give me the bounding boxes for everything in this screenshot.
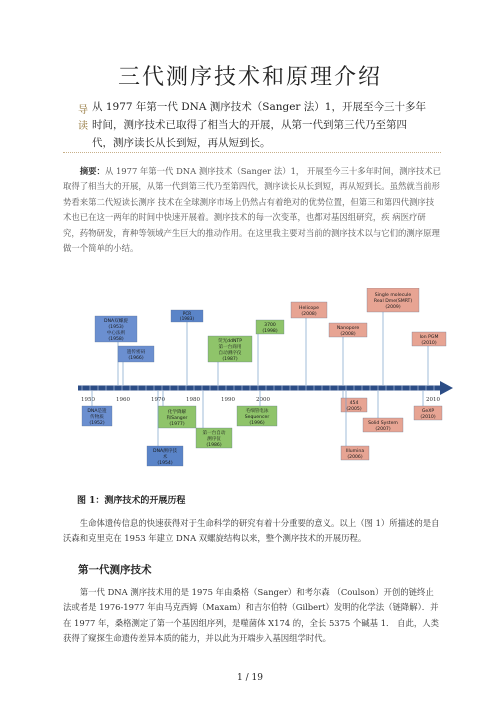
timeline-event-box [414,391,442,420]
timeline-event-text: 遗传密码 [126,349,146,355]
timeline-event-text: 3700 [264,322,276,328]
timeline-event-text: (1954) [157,460,173,466]
timeline-event-box [171,310,203,385]
timeline-event-text: (1986) [206,442,222,448]
timeline-event-box [341,391,367,412]
paragraph-intro: 生命体遗传信息的快速获得对于生命科学的研究有着十分重要的意义。以上（图 1）所描述的是自沃森和克里克在 1953 年建立 DNA 双螺旋结构以来，整个测序技术的开展历程。 [63,518,440,544]
timeline-event-text: DNA双螺旋 [104,318,128,324]
page-number: 1 / 19 [237,673,263,683]
timeline-event-text: (1996) [249,420,265,426]
abstract [63,164,441,256]
timeline-event-text: 术 [162,454,168,460]
axis-year-label: 2000 [256,397,270,403]
timeline-event-text: (2007) [375,426,391,432]
axis-year-label: 1950 [81,397,95,403]
axis-year-label: 1980 [186,397,200,403]
timeline-event-text: (1977) [169,421,185,427]
document-title: 三代测序技术和原理介绍 [117,65,382,90]
timeline-event-text: (1958) [108,336,124,342]
abstract-text: 从 1977 年第一代 DNA 测序技术（Sanger 法）1， 开展至今三十多年时间，测序技术已取得了相当大的开展，从第一代到第三代乃至第四代，测序读长从长到短，再从短到长。虽然就当前形势看来第二代短读长测序 技术在全球测序市场上仍然占有着绝对的优势位置，但第三和第四代测序技术也已在这一两年的时间中快速开展着。测序技术的每一次变革，也都对基因组研究，疾 病医疗研究，药物研发，育种等领域产生巨大的推动作用。在这里我主要对当前的测序技术以与它们的测序原理做一个简单的小结。 [63,166,441,254]
timeline-event-box [329,323,367,385]
sequencing-timeline-figure [78,288,453,474]
timeline-event-text: 毛细管电泳 [245,408,269,414]
timeline-event-text: 第一台自动 [202,430,226,436]
figure-caption: 图 1：测序技术的开展历程 [77,496,186,506]
guide-tag: 导读 [78,105,88,132]
timeline-event-text: Nanopore [336,325,360,331]
timeline-event-text: Helicope [299,305,319,311]
timeline-event-text: 传物质 [90,414,104,420]
timeline-event-text: 454 [349,400,359,406]
timeline-event-text: PCR [182,312,192,317]
axis-year-label: 1970 [151,397,165,403]
timeline-event-text: DNA测序技 [153,448,177,454]
timeline-event-text: (1966) [128,355,144,361]
timeline-event-text: (1953) [108,324,124,330]
timeline-event-text: Real Dme(SMRT) [373,298,413,304]
timeline-event-text: Ion PGM [419,334,439,340]
timeline-event-text: DNA是遗 [87,408,107,414]
timeline-event-text: 中心法则 [106,330,126,336]
timeline-arrow [440,381,453,395]
abstract-label: 摘要： [79,166,105,176]
timeline-event-box [367,288,419,385]
timeline-event-text: Solid System [368,420,398,426]
paragraph-first-gen: 第一代 DNA 测序技术用的是 1975 年由桑格（Sanger）和考尔森 （Coulson）开创的链终止法或者是 1976-1977 年由马克西姆（Maxam）和吉尔伯特（Gilbert）发明的化学法（链降解）．并在 1977 年，桑格测定了第一个基因组序列，是噬菌体 X174 的，全长 5375 个碱基 1． 自此，人类获得了窥探生命遗传差异本质的能力，并以此为开端步入基因组学时代。 [63,587,439,644]
timeline-event-text: (2010) [420,414,436,420]
timeline-event-text: (2005) [346,406,362,412]
timeline-event-box [291,302,327,385]
timeline-event-text: 测序仪 [207,436,221,442]
timeline-event-text: 和Sanger [166,415,188,421]
axis-year-label: 2010 [426,397,440,403]
timeline-event-box [208,336,252,385]
timeline-event-text: (2009) [385,304,401,310]
timeline-event-box [256,320,284,385]
section-title: 第一代测序技术 [78,564,152,576]
timeline-event-box [363,391,403,432]
timeline-event-box [118,346,154,385]
timeline-event-text: 荧光ddNTP [217,338,243,344]
axis-year-label: 1960 [116,397,130,403]
timeline-event-text: (1952) [89,420,105,426]
timeline-event-text: (2008) [340,331,356,337]
guide-text: 从 1977 年第一代 DNA 测序技术（Sanger 法）1，开展至今三十多年时间，测序技术已取得了相当大的开展，从第一代到第三代乃至第四代，测序读长从长到短，再从短到长。 [92,101,426,149]
timeline-event-text: (2010) [421,340,437,346]
timeline-event-text: GeXP [421,408,435,414]
timeline-event-text: (1998) [262,328,278,334]
divider [63,152,441,153]
timeline-event-box [412,332,446,385]
timeline-event-text: (2006) [347,454,363,460]
timeline-event-text: 化学降解 [167,409,187,415]
timeline-event-text: 第一台商用 [218,344,242,350]
timeline-event-text: Illumina [345,448,365,454]
timeline-event-text: Sequencer [244,414,270,420]
timeline-event-text: Single molecule [374,292,412,298]
axis-year-label: 1990 [221,397,235,403]
timeline-event-text: (1987) [222,356,238,362]
timeline-event-text: (1983) [179,317,195,322]
timeline-event-text: 自动测序仪 [218,350,242,356]
timeline-event-text: (2008) [301,311,317,317]
